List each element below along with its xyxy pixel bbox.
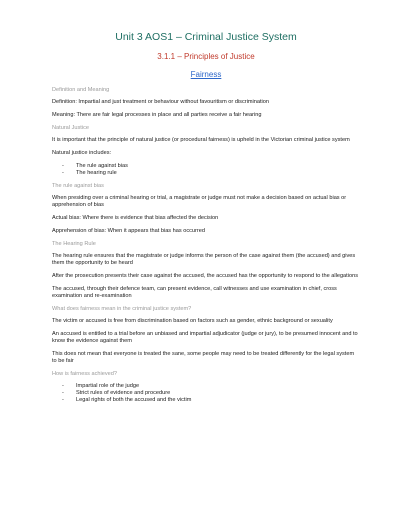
section-paragraph: Definition: Impartial and just treatment or behaviour without favouritism or discrimination — [52, 99, 270, 105]
bullet-item — [52, 170, 360, 177]
bullet-item — [52, 397, 360, 404]
document-section — [52, 125, 360, 177]
document-section — [52, 306, 360, 365]
dash-bullet-icon: - — [62, 170, 64, 176]
section-paragraph: Natural justice includes: — [52, 150, 112, 156]
bullet-text: Legal rights of both the accused and the victim — [76, 397, 192, 403]
document-title: Unit 3 AOS1 – Criminal Justice System — [115, 31, 297, 43]
section-heading: The rule against bias — [52, 183, 104, 189]
bullet-list — [52, 163, 360, 177]
document-section — [52, 371, 360, 404]
section-paragraph: The victim or accused is free from discrimination based on factors such as gender, ethnic background or sexuality — [52, 318, 333, 324]
dash-bullet-icon: - — [62, 390, 64, 396]
section-paragraph: The accused, through their defence team, can present evidence, call witnesses and use examination in chief, cross examination and re-examination — [52, 286, 337, 299]
document-section — [52, 183, 360, 235]
section-paragraph: After the prosecution presents their case against the accused, the accused has the opportunity to respond to the allegations — [52, 273, 358, 279]
dash-bullet-icon: - — [62, 397, 64, 403]
section-paragraph: The hearing rule ensures that the magistrate or judge informs the person of the case against them (the accused) and gives them the opportunity to be heard — [52, 253, 356, 266]
section-paragraph: Actual bias: Where there is evidence that bias affected the decision — [52, 215, 219, 221]
section-paragraph: When presiding over a criminal hearing or trial, a magistrate or judge must not make a decision based on actual bias or apprehension of bias — [52, 195, 347, 208]
dash-bullet-icon: - — [62, 163, 64, 169]
section-heading: What does fairness mean in the criminal justice system? — [52, 306, 192, 312]
bullet-text: Strict rules of evidence and procedure — [76, 390, 171, 396]
bullet-list — [52, 383, 360, 404]
bullet-item — [52, 383, 360, 390]
bullet-text: The hearing rule — [76, 170, 117, 176]
section-paragraph: It is important that the principle of natural justice (or procedural fairness) is upheld in the Victorian criminal justice system — [52, 137, 350, 143]
section-paragraph: Meaning: There are fair legal processes in place and all parties receive a fair hearing — [52, 112, 262, 118]
sections-container — [52, 87, 360, 404]
document-section — [52, 87, 360, 119]
topic-heading: Fairness — [190, 70, 222, 79]
document-section — [52, 241, 360, 300]
bullet-text: Impartial role of the judge — [76, 383, 140, 389]
bullet-item — [52, 390, 360, 397]
section-heading: Definition and Meaning — [52, 87, 110, 93]
bullet-text: The rule against bias — [76, 163, 128, 169]
section-paragraph: An accused is entitled to a trial before an unbiased and impartial adjudicator (judge or jury), to be presumed innocent and to know the evidence against them — [52, 331, 358, 344]
dash-bullet-icon: - — [62, 383, 64, 389]
bullet-item — [52, 163, 360, 170]
section-paragraph: Apprehension of bias: When it appears that bias has occurred — [52, 228, 205, 234]
section-paragraph: This does not mean that everyone is treated the sane, some people may need to be treated differently for the legal system to be fair — [52, 351, 355, 364]
section-heading: Natural Justice — [52, 125, 89, 131]
section-heading: How is fairness achieved? — [52, 371, 117, 377]
document-subtitle: 3.1.1 – Principles of Justice — [157, 52, 255, 61]
section-heading: The Hearing Rule — [52, 241, 96, 247]
